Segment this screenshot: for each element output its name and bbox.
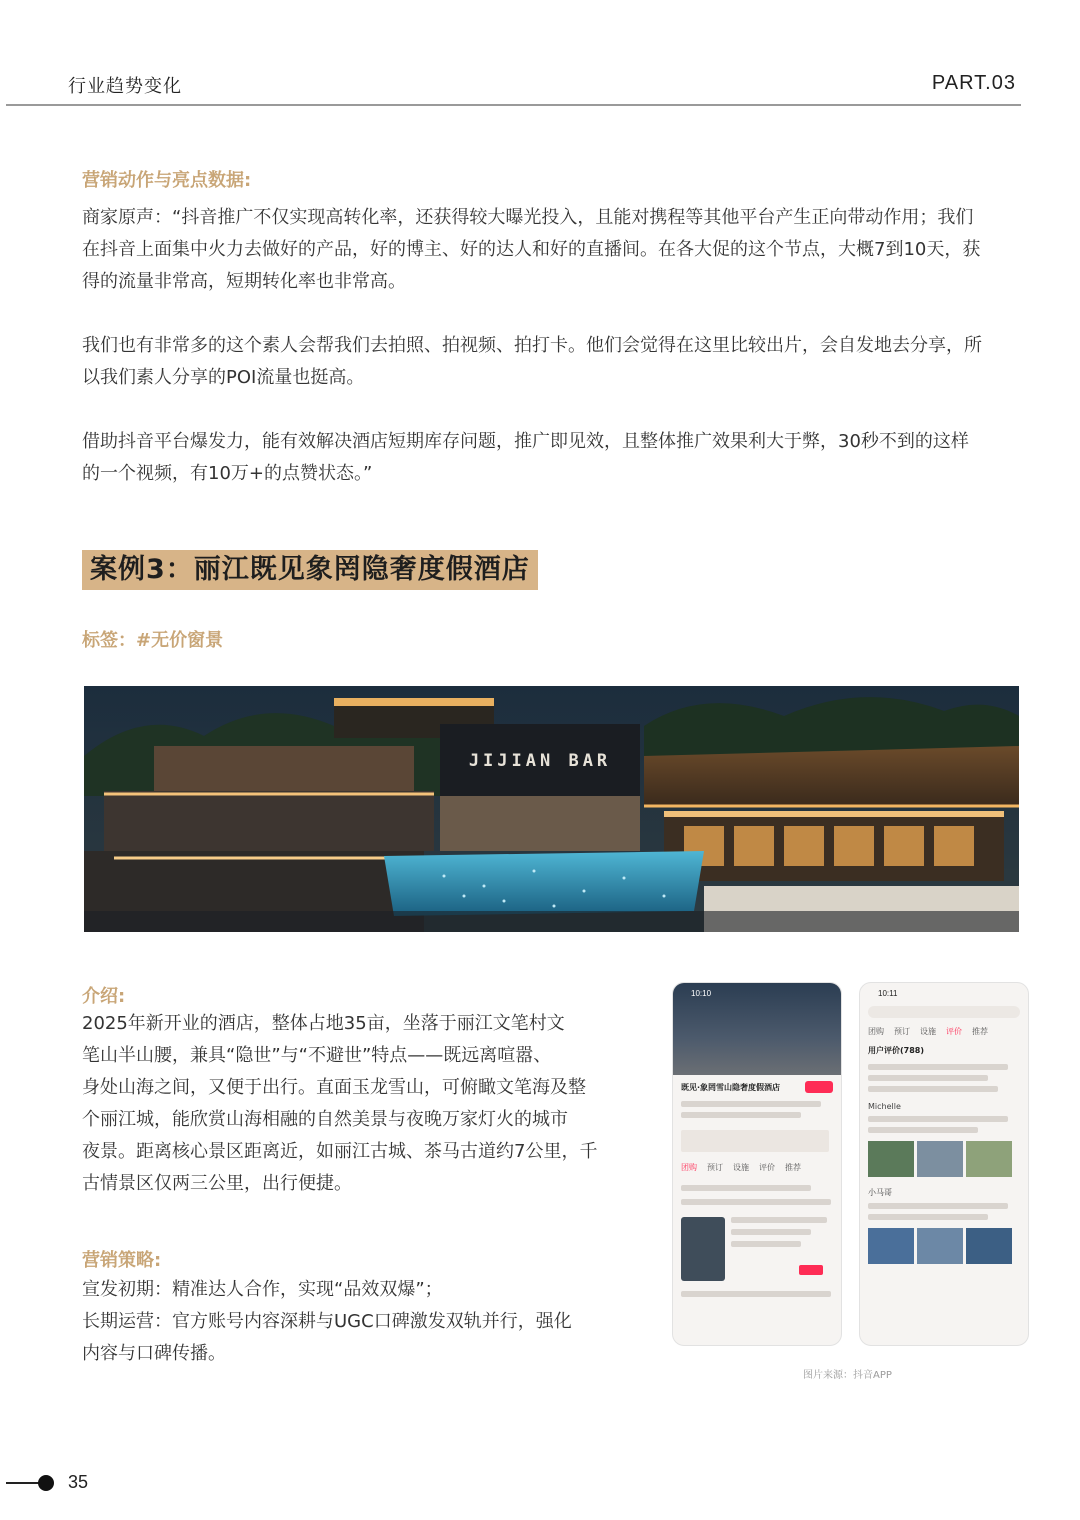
strategy-title: 营销策略: — [82, 1250, 162, 1271]
footer-line — [6, 1482, 40, 1484]
section-title: 行业趋势变化 — [68, 76, 182, 97]
status-time: 10:10 — [691, 989, 712, 998]
paragraph-line: 的一个视频，有10万+的点赞状态。” — [82, 463, 373, 484]
paragraph-line: 身处山海之间，又便于出行。直面玉龙雪山，可俯瞰文笔海及整 — [82, 1077, 586, 1098]
tab: 评价 — [759, 1163, 775, 1172]
intro-paragraph — [82, 1008, 622, 1200]
intro-title: 介绍: — [82, 986, 126, 1007]
paragraph-line: 得的流量非常高，短期转化率也非常高。 — [82, 271, 406, 292]
marketing-paragraph-3 — [82, 426, 1022, 490]
hotel-photo — [84, 686, 1019, 932]
tab: 预订 — [894, 1027, 910, 1036]
review-photos — [868, 1228, 1020, 1264]
marketing-title: 营销动作与亮点数据: — [82, 170, 252, 191]
tab: 推荐 — [785, 1163, 801, 1172]
tab: 设施 — [733, 1163, 749, 1172]
paragraph-line: 古情景区仅两三公里，出行便捷。 — [82, 1173, 352, 1194]
phone-screenshot-reviews — [859, 982, 1029, 1346]
paragraph-line: 内容与口碑传播。 — [82, 1343, 226, 1364]
tab: 团购 — [868, 1027, 884, 1036]
marketing-paragraph-2 — [82, 330, 1022, 394]
hotel-name: 既见·象罔雪山隐奢度假酒店 — [681, 1082, 781, 1092]
product-thumbnail — [681, 1217, 725, 1281]
paragraph-line: 宣发初期：精准达人合作，实现“品效双爆”； — [82, 1279, 443, 1300]
paragraph-line: 在抖音上面集中火力去做好的产品，好的博主、好的达人和好的直播间。在各大促的这个节点，大概7到10天，获 — [82, 239, 981, 260]
status-time: 10:11 — [878, 989, 898, 998]
tab: 团购 — [681, 1163, 697, 1172]
paragraph-line: 个丽江城，能欣赏山海相融的自然美景与夜晚万家灯火的城市 — [82, 1109, 568, 1130]
paragraph-line: 2025年新开业的酒店，整体占地35亩，坐落于丽江文笔村文 — [82, 1013, 565, 1034]
tab: 预订 — [707, 1163, 723, 1172]
paragraph-line: 商家原声：“抖音推广不仅实现高转化率，还获得较大曝光投入，且能对携程等其他平台产生正向带动作用；我们 — [82, 207, 974, 228]
case-title: 案例3：丽江既见象罔隐奢度假酒店 — [82, 550, 538, 590]
review-header: 用户评价(788) — [868, 1046, 925, 1055]
part-label: PART.03 — [931, 72, 1016, 94]
tab: 推荐 — [972, 1027, 988, 1036]
review-user: Michelle — [868, 1102, 901, 1111]
phone-screenshot-hotel — [672, 982, 842, 1346]
paragraph-line: 以我们素人分享的POI流量也挺高。 — [82, 367, 365, 388]
phone-tabs — [681, 1162, 833, 1173]
footer-dot — [38, 1475, 54, 1491]
review-photos — [868, 1141, 1020, 1177]
paragraph-line: 笔山半山腰，兼具“隐世”与“不避世”特点——既远离喧嚣、 — [82, 1045, 552, 1066]
page-number: 35 — [68, 1472, 89, 1492]
paragraph-line: 长期运营：官方账号内容深耕与UGC口碑激发双轨并行，强化 — [82, 1311, 572, 1332]
tab: 设施 — [920, 1027, 936, 1036]
tab: 评价 — [946, 1027, 962, 1036]
paragraph-line: 借助抖音平台爆发力，能有效解决酒店短期库存问题，推广即见效，且整体推广效果利大于弊，30秒不到的这样 — [82, 431, 969, 452]
follow-button — [805, 1081, 833, 1093]
paragraph-line: 我们也有非常多的这个素人会帮我们去拍照、拍视频、拍打卡。他们会觉得在这里比较出片，会自发地去分享，所 — [82, 335, 982, 356]
image-caption: 图片来源：抖音APP — [803, 1370, 892, 1381]
header-divider — [6, 104, 1021, 106]
marketing-paragraph-1 — [82, 202, 1022, 298]
bar-sign: JIJIAN BAR — [468, 751, 612, 771]
review-user: 小马哥 — [868, 1188, 892, 1197]
case-tag: 标签：#无价窗景 — [82, 630, 224, 651]
strategy-paragraph — [82, 1274, 622, 1370]
search-bar — [868, 1006, 1020, 1018]
phone-banner — [673, 983, 841, 1075]
paragraph-line: 夜景。距离核心景区距离近，如丽江古城、茶马古道约7公里，千 — [82, 1141, 598, 1162]
phone-tabs — [868, 1026, 1020, 1037]
